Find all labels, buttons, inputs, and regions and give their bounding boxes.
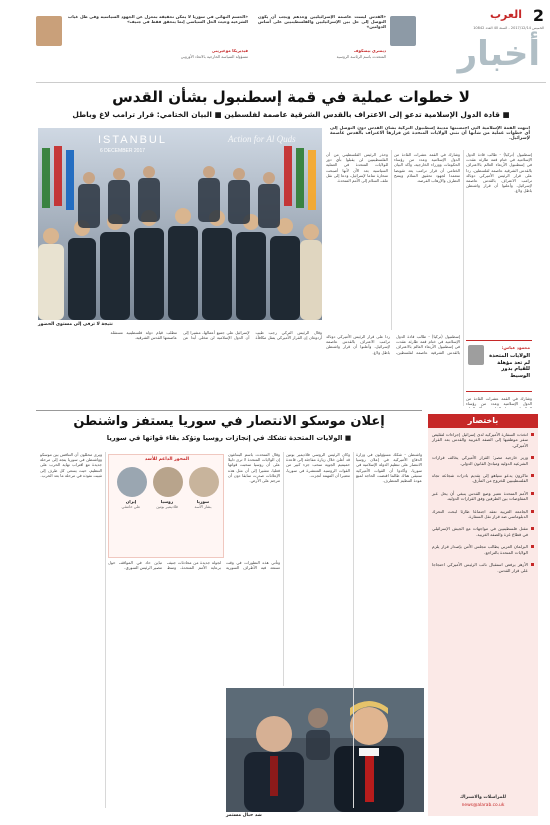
photo-banner-date: 6 DECEMBER 2017 <box>100 148 146 154</box>
sidebar-contact-email[interactable]: news@alarab.co.uk <box>461 803 505 808</box>
article2-col-3: وقال المتحدث باسم البنتاغون إن الولايات المتحدة لا ترى دليلا على أن روسيا سحبت قواتها فعليا، مشيرا إلى أن مثل هذه الإعلانات صدرت سابقا دون أن تترجم على الأرض. <box>228 452 280 484</box>
article2-col-5: وتأتي هذه التطورات في وقت تستعد فيه الأطراف السورية لجولة جديدة من محادثات جنيف برعاية الأمم المتحدة، وسط تباين حاد في المواقف حول مصير الرئيس السوري. <box>108 560 280 571</box>
header-quote-2 <box>256 10 416 72</box>
article1-col-1: إسطنبول (تركيا) - طالب قادة الدول الإسلامية في ختام قمة طارئة عقدت في إسطنبول الأربعاء العالم بالاعتراف بالقدس الشرقية عاصمة لفلسطين، ردا على قرار الرئيس الأميركي دونالد ترامب الاعتراف بالقدس عاصمة لإسرائيل، وأعلنوا أن قرار واشنطن باطل ولاغ. <box>466 152 532 194</box>
column-rule <box>391 150 392 330</box>
quote-portrait <box>36 16 62 46</box>
summit-photo <box>38 128 322 320</box>
quote-role: مسؤولة السياسة الخارجية بالاتحاد الأوروبي <box>180 54 248 59</box>
bullet-icon <box>531 545 534 548</box>
article2-col-2: وكان الرئيس الروسي فلاديمير بوتين قد أعلن خلال زيارة مفاجئة إلى قاعدة حميميم الجوية سحب جزء كبير من القوات الروسية المنتشرة في سوريا، معتبرا أن المهمة أنجزت. <box>286 452 350 478</box>
sidebar-item-text: الأزهر يرفض استقبال نائب الرئيس الأميركي احتجاجا على قرار القدس. <box>432 562 528 573</box>
summit-photo-art <box>38 128 322 320</box>
column-rule <box>283 452 284 686</box>
bullet-icon <box>531 527 534 530</box>
inset-person-role: بشار الأسد <box>194 504 212 509</box>
article2-subheadline: ■ الولايات المتحدة تشكك في إنجازات روسيا وتؤكد بقاء قواتها في سوريا <box>106 434 352 442</box>
abbas-portrait <box>468 345 484 365</box>
article1-col-4: وقال الرئيس التركي رجب طيب أردوغان إن القرار الأميركي يمثل مكافأة لإسرائيل على جميع أعمالها، مشيرا إلى أن الدول الإسلامية لن تتخلى أبدا عن مطلب قيام دولة فلسطينية مستقلة عاصمتها القدس الشرقية. <box>110 330 322 341</box>
photo-slogan: Action for Al Quds <box>228 134 296 144</box>
header-divider <box>36 82 546 83</box>
bullet-icon <box>531 456 534 459</box>
photo-banner-text: ISTANBUL <box>98 134 167 146</box>
inset-person-name: إيران <box>125 499 137 504</box>
inset-person-role: علي خامنئي <box>121 504 141 509</box>
sidebar-item <box>432 473 534 484</box>
masthead-logo: العرب <box>489 8 522 21</box>
inset-person <box>115 467 147 555</box>
bullet-icon <box>531 433 534 436</box>
inset-title: المحور الداعم للأسد <box>144 457 190 462</box>
sidebar-item <box>432 432 534 448</box>
sidebar-item-text: الجامعة العربية تعقد اجتماعا طارئا لبحث التحرك الدبلوماسي ضد قرار نقل السفارة. <box>432 508 528 520</box>
sidebar-item-text: مقتل فلسطينيين في مواجهات مع الجيش الإسرائيلي في قطاع غزة والضفة الغربية. <box>432 526 528 537</box>
person-portrait <box>153 467 183 497</box>
quote-text: «القدس ليست عاصمة الإسرائيليين وحدهم ويجب أن يكون التوصل إلى حل بين الإسرائيليين والفلسطينيين على أساس الدولتين» <box>258 14 386 30</box>
bullet-icon <box>531 474 534 477</box>
column-rule <box>353 452 354 808</box>
inset-person-name: روسيا <box>160 499 174 504</box>
quote-text: «الحسم النهائي في سوريا لا يمكن تحقيقه بمعزل عن الجهود السياسية وفي ظل غياب الشرعية وحيث الحل السياسي إنما يتحقق فقط في جنيف» <box>68 14 248 25</box>
sidebar-item <box>432 455 534 466</box>
inset-person <box>187 467 219 555</box>
section-title: أخبار <box>457 34 540 74</box>
quote-name: فيديريكا موغيريني <box>211 48 248 53</box>
article1-subheadline: ■ قادة الدول الإسلامية تدعو إلى الاعتراف بالقدس الشرقية عاصمة لفلسطين ■ البيان الختامي: قرار ترامب لاغ وباطل <box>72 110 510 119</box>
article1-headline: لا خطوات عملية في قمة إسطنبول بشأن القدس <box>112 88 470 106</box>
article2-col-4: ويرى محللون أن التنافس بين موسكو وواشنطن في سوريا يتجه إلى مرحلة جديدة مع اقتراب نهاية الحرب على التنظيم، حيث يسعى كل طرف إلى تثبيت نفوذه في مرحلة ما بعد الحرب. <box>40 452 102 478</box>
pullquote-text: الولايات المتحدة لم تعد مؤهلة للقيام بدور الوسيط <box>489 353 530 379</box>
sidebar-item-text: البرلمان العربي يطالب مجلس الأمن بإصدار قرار يلزم الولايات المتحدة بالتراجع. <box>432 544 528 555</box>
article1-col-6: وشارك في القمة عشرات القادة من الدول الإسلامية وعدد من رؤساء <box>466 396 532 407</box>
putin-trump-photo <box>226 688 424 812</box>
quote-role: المتحدث باسم الرئاسة الروسية <box>336 54 386 59</box>
article1-lead: انتهت القمة الإسلامية التي احتضنتها مدينة إسطنبول التركية بشأن القدس دون التوصل إلى أي خطوات عملية من شأنها أن تثني الولايات المتحدة عن قرارها الاعتراف بالقدس عاصمة لإسرائيل. <box>330 126 530 142</box>
bullet-icon <box>531 563 534 566</box>
column-rule <box>105 452 106 808</box>
background-figure <box>306 708 330 760</box>
sidebar-item <box>432 526 534 537</box>
article2-col-1: واشنطن - شكك مسؤولون في وزارة الدفاع الأميركية في إعلان روسيا الانتصار على تنظيم الدولة الإسلامية في سوريا، وأكدوا أن القوات الأميركية ستبقى هناك طالما اقتضت الحاجة لمنع عودة التنظيم المتطرف. <box>356 452 422 484</box>
sidebar-item <box>432 562 534 573</box>
allies-inset <box>108 454 224 558</box>
inset-person <box>151 467 183 555</box>
sidebar-contact-label: للمراسلات والاشتراك <box>459 795 507 800</box>
bullet-icon <box>531 492 534 495</box>
article1-col-3: وحذر الرئيس الفلسطيني من أن الفلسطينيين لن يقبلوا بأي دور للولايات المتحدة في العملية السياسية بعد الآن لأنها أصبحت منحازة تماما لإسرائيل، ودعا إلى نقل ملف السلام إلى الأمم المتحدة. <box>326 152 388 184</box>
quote-portrait <box>390 16 416 46</box>
sidebar <box>428 414 538 816</box>
putin-trump-photo-art <box>226 688 424 812</box>
photo-caption: نتيجة لا ترقى إلى مستوى الحضور <box>38 322 113 327</box>
pullquote <box>466 340 532 392</box>
sidebar-item-text: وزير خارجية مصر: القرار الأميركي يخالف قرارات الشرعية الدولية ومبادئ القانون الدولي. <box>432 455 528 466</box>
photo-caption-2: شد حبال مستمر <box>226 813 262 818</box>
sidebar-item <box>432 544 534 555</box>
section-banner <box>426 4 546 78</box>
person-portrait <box>117 467 147 497</box>
article1-col-2: وشارك في القمة عشرات القادة من الدول الإسلامية وعدد من رؤساء الحكومات ووزراء الخارجية، وأكد البيان الختامي أن قرار ترامب يعد تقويضا متعمدا لجهود تحقيق السلام ويمنح التطرف والإرهاب الفرصة. <box>394 152 460 184</box>
inset-person-role: فلاديمير بوتين <box>156 504 178 509</box>
bullet-icon <box>531 510 534 513</box>
article-divider <box>36 410 422 411</box>
person-portrait <box>189 467 219 497</box>
quote-name: ديمتري بيسكوف <box>353 48 386 53</box>
sidebar-list <box>432 432 534 580</box>
sidebar-item-text: اتخذت السفارة الأميركية لدى إسرائيل إجراءات لتقليص سفر موظفيها إلى الضفة الغربية والقدس بعد القرار الأميركي. <box>432 432 528 448</box>
article2-headline: إعلان موسكو الانتصار في سوريا يستفز واشنطن <box>73 414 385 429</box>
article1-col-5: إسطنبول (تركيا) - طالب قادة الدول الإسلامية في ختام قمة طارئة عقدت في إسطنبول الأربعاء العالم بالاعتراف بالقدس الشرقية عاصمة لفلسطين، ردا على قرار الرئيس الأميركي دونالد ترامب الاعتراف بالقدس عاصمة لإسرائيل، وأعلنوا أن قرار واشنطن باطل ولاغ. <box>326 334 460 355</box>
sidebar-title: باختصار <box>428 414 538 428</box>
sidebar-item-text: الأمم المتحدة تعتبر وضع القدس ينبغي أن يحل عبر المفاوضات بين الطرفين وفق القرارات الدولية. <box>432 490 528 502</box>
sidebar-item <box>432 491 534 502</box>
page-header <box>0 0 550 85</box>
header-quote-1 <box>36 10 248 72</box>
sidebar-item <box>432 509 534 520</box>
sidebar-item-text: ماكرون يدعو نتنياهو إلى تقديم بادرات شجاعة تجاه الفلسطينيين للخروج من المأزق. <box>432 473 528 484</box>
inset-person-name: سوريا <box>196 499 210 504</box>
page-number: 2 <box>532 6 544 25</box>
pullquote-name: محمود عباس: <box>501 345 530 350</box>
dateline: الخميس 2017/12/14 - السنة 40 العدد 10842 <box>473 26 544 30</box>
column-rule <box>463 150 464 406</box>
